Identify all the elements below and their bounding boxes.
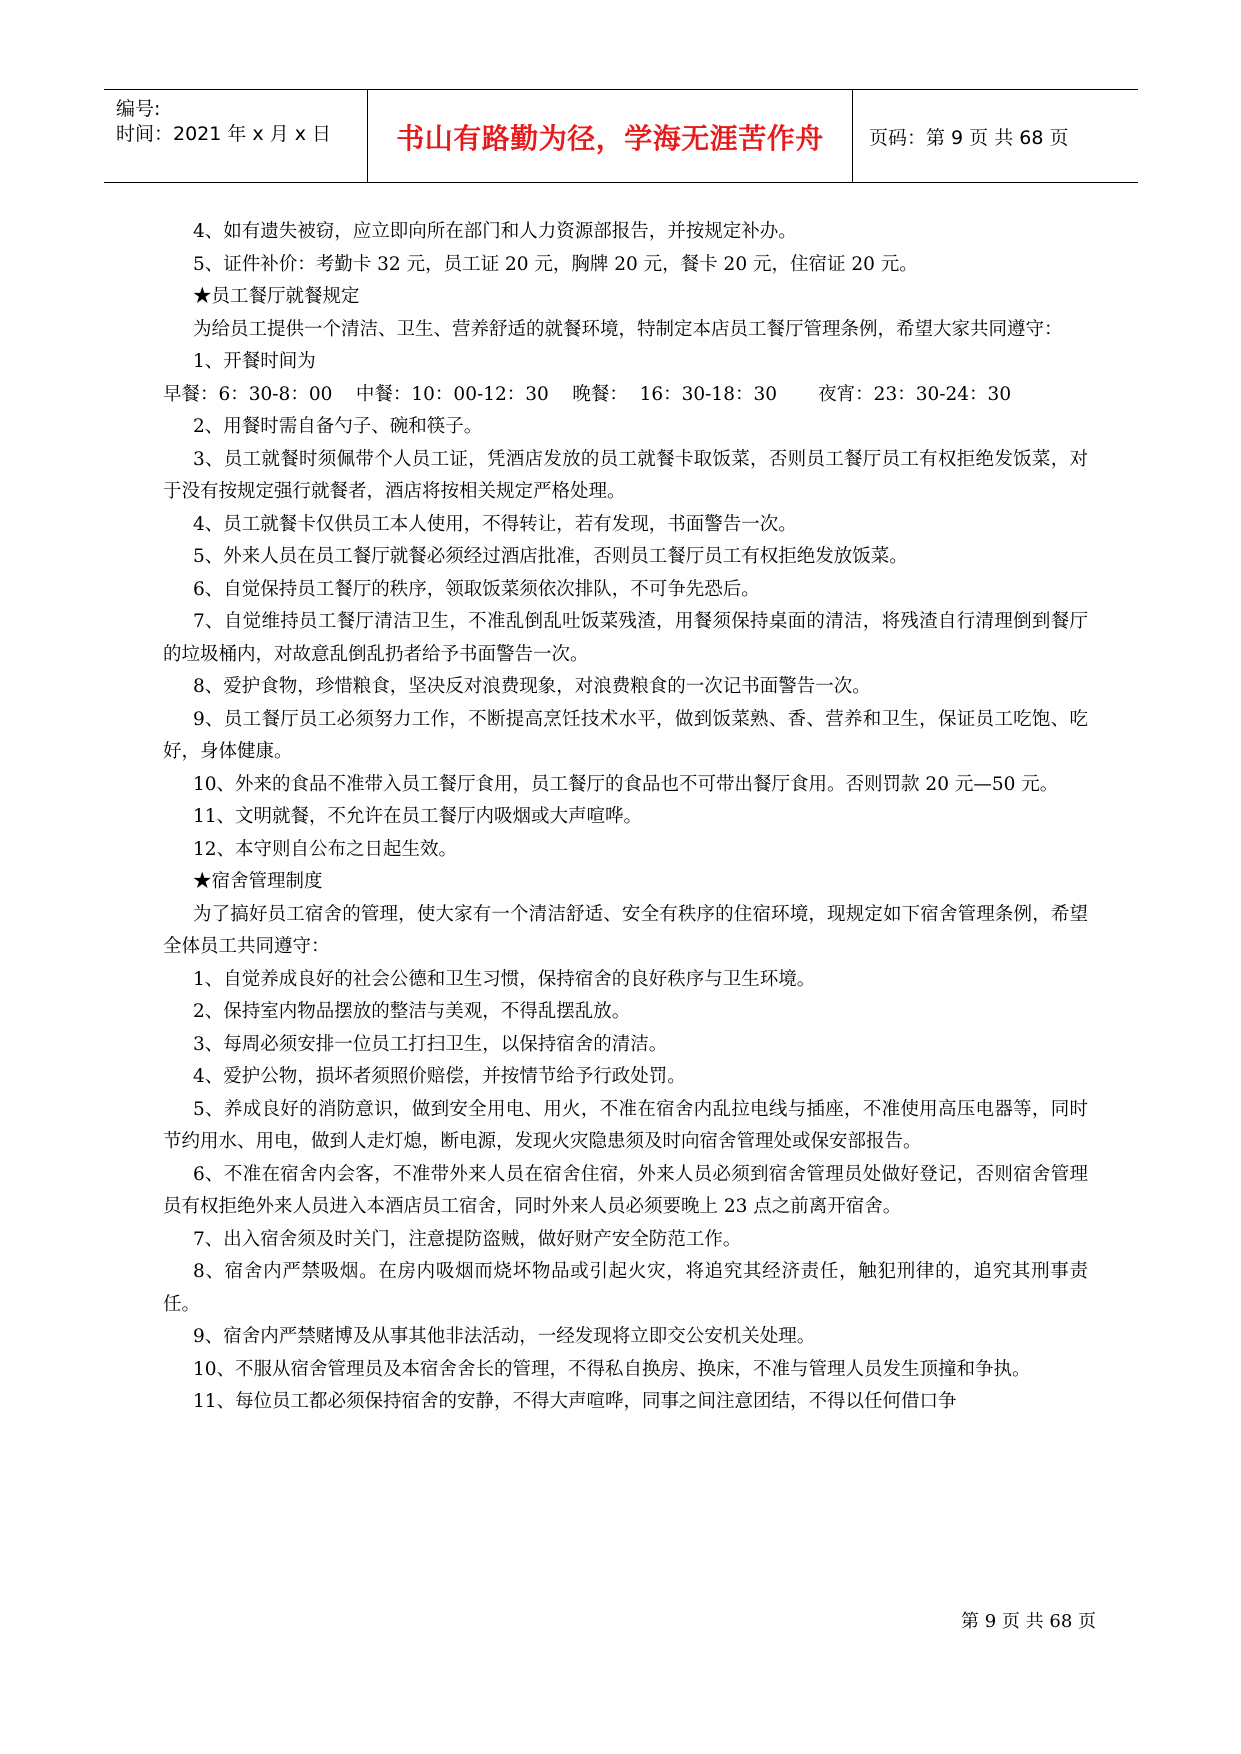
document-time-label: 时间：2021 年 x 月 x 日	[116, 123, 332, 145]
paragraph: 6、自觉保持员工餐厅的秩序，领取饭菜须依次排队，不可争先恐后。	[193, 578, 760, 600]
paragraph: 4、如有遗失被窃，应立即向所在部门和人力资源部报告，并按规定补办。	[193, 221, 797, 242]
paragraph: 6、不准在宿舍内会客，不准带外来人员在宿舍住宿，外来人员必须到宿舍管理员处做好登记，否则宿舍管理员有权拒绝外来人员进入本酒店员工宿舍，同时外来人员必须要晚上 23 点之前离开宿舍。	[163, 1163, 1088, 1217]
document-body	[163, 216, 1088, 1419]
page-header	[104, 89, 1138, 183]
paragraph: 7、自觉维持员工餐厅清洁卫生，不准乱倒乱吐饭菜残渣，用餐须保持桌面的清洁，将残渣自行清理倒到餐厅的垃圾桶内，对故意乱倒乱扔者给予书面警告一次。	[163, 611, 1088, 665]
header-page-cell	[853, 90, 1138, 182]
header-info-cell	[104, 90, 368, 182]
paragraph: 4、爱护公物，损坏者须照价赔偿，并按情节给予行政处罚。	[193, 1066, 686, 1087]
paragraph: 为了搞好员工宿舍的管理，使大家有一个清洁舒适、安全有秩序的住宿环境，现规定如下宿舍管理条例，希望全体员工共同遵守：	[163, 903, 1088, 957]
paragraph: 3、每周必须安排一位员工打扫卫生，以保持宿舍的清洁。	[193, 1033, 668, 1055]
paragraph: 10、不服从宿舍管理员及本宿舍舍长的管理，不得私自换房、换床，不准与管理人员发生顶撞和争执。	[193, 1358, 1031, 1380]
paragraph: 5、证件补价：考勤卡 32 元，员工证 20 元，胸牌 20 元，餐卡 20 元，住宿证 20 元。	[193, 253, 918, 275]
paragraph: 为给员工提供一个清洁、卫生、营养舒适的就餐环境，特制定本店员工餐厅管理条例，希望大家共同遵守：	[193, 318, 1063, 340]
section-heading: ★员工餐厅就餐规定	[193, 286, 360, 307]
paragraph: 9、宿舍内严禁赌博及从事其他非法活动，一经发现将立即交公安机关处理。	[193, 1326, 816, 1347]
paragraph: 5、养成良好的消防意识，做到安全用电、用火，不准在宿舍内乱拉电线与插座，不准使用高压电器等，同时节约用水、用电，做到人走灯熄，断电源，发现火灾隐患须及时向宿舍管理处或保安部报告。	[163, 1098, 1088, 1152]
paragraph: 11、每位员工都必须保持宿舍的安静，不得大声喧哗，同事之间注意团结，不得以任何借口争	[193, 1391, 957, 1412]
paragraph: 5、外来人员在员工餐厅就餐必须经过酒店批准，否则员工餐厅员工有权拒绝发放饭菜。	[193, 546, 908, 567]
meal-times-line: 早餐：6：30-8：00 中餐：10：00-12：30 晚餐： 16：30-18：30 夜宵：23：30-24：30	[163, 383, 1012, 405]
paragraph: 9、员工餐厅员工必须努力工作，不断提高烹饪技术水平，做到饭菜熟、香、营养和卫生，保证员工吃饱、吃好，身体健康。	[163, 708, 1088, 762]
section-heading: ★宿舍管理制度	[193, 871, 323, 892]
header-page-code: 页码：第 9 页 共 68 页	[869, 127, 1069, 149]
paragraph: 8、宿舍内严禁吸烟。在房内吸烟而烧坏物品或引起火灾，将追究其经济责任，触犯刑律的，追究其刑事责任。	[163, 1261, 1088, 1315]
paragraph: 1、开餐时间为	[193, 351, 316, 372]
paragraph: 7、出入宿舍须及时关门，注意提防盗贼，做好财产安全防范工作。	[193, 1228, 742, 1250]
paragraph: 11、文明就餐，不允许在员工餐厅内吸烟或大声喧哗。	[193, 806, 643, 827]
header-motto-cell	[368, 90, 853, 182]
paragraph: 12、本守则自公布之日起生效。	[193, 838, 458, 860]
paragraph: 1、自觉养成良好的社会公德和卫生习惯，保持宿舍的良好秩序与卫生环境。	[193, 968, 816, 990]
page-footer: 第 9 页 共 68 页	[961, 1611, 1096, 1632]
header-motto: 书山有路勤为径，学海无涯苦作舟	[396, 122, 824, 155]
paragraph: 2、保持室内物品摆放的整洁与美观，不得乱摆乱放。	[193, 1001, 631, 1022]
paragraph: 3、员工就餐时须佩带个人员工证，凭酒店发放的员工就餐卡取饭菜，否则员工餐厅员工有权拒绝发饭菜，对于没有按规定强行就餐者，酒店将按相关规定严格处理。	[163, 448, 1088, 502]
paragraph: 8、爱护食物，珍惜粮食，坚决反对浪费现象，对浪费粮食的一次记书面警告一次。	[193, 676, 871, 697]
paragraph: 2、用餐时需自备勺子、碗和筷子。	[193, 416, 483, 437]
paragraph: 4、员工就餐卡仅供员工本人使用，不得转让，若有发现，书面警告一次。	[193, 513, 797, 535]
paragraph: 10、外来的食品不准带入员工餐厅食用，员工餐厅的食品也不可带出餐厅食用。否则罚款 20 元—50 元。	[193, 773, 1059, 795]
document-number-label: 编号:	[116, 98, 161, 120]
